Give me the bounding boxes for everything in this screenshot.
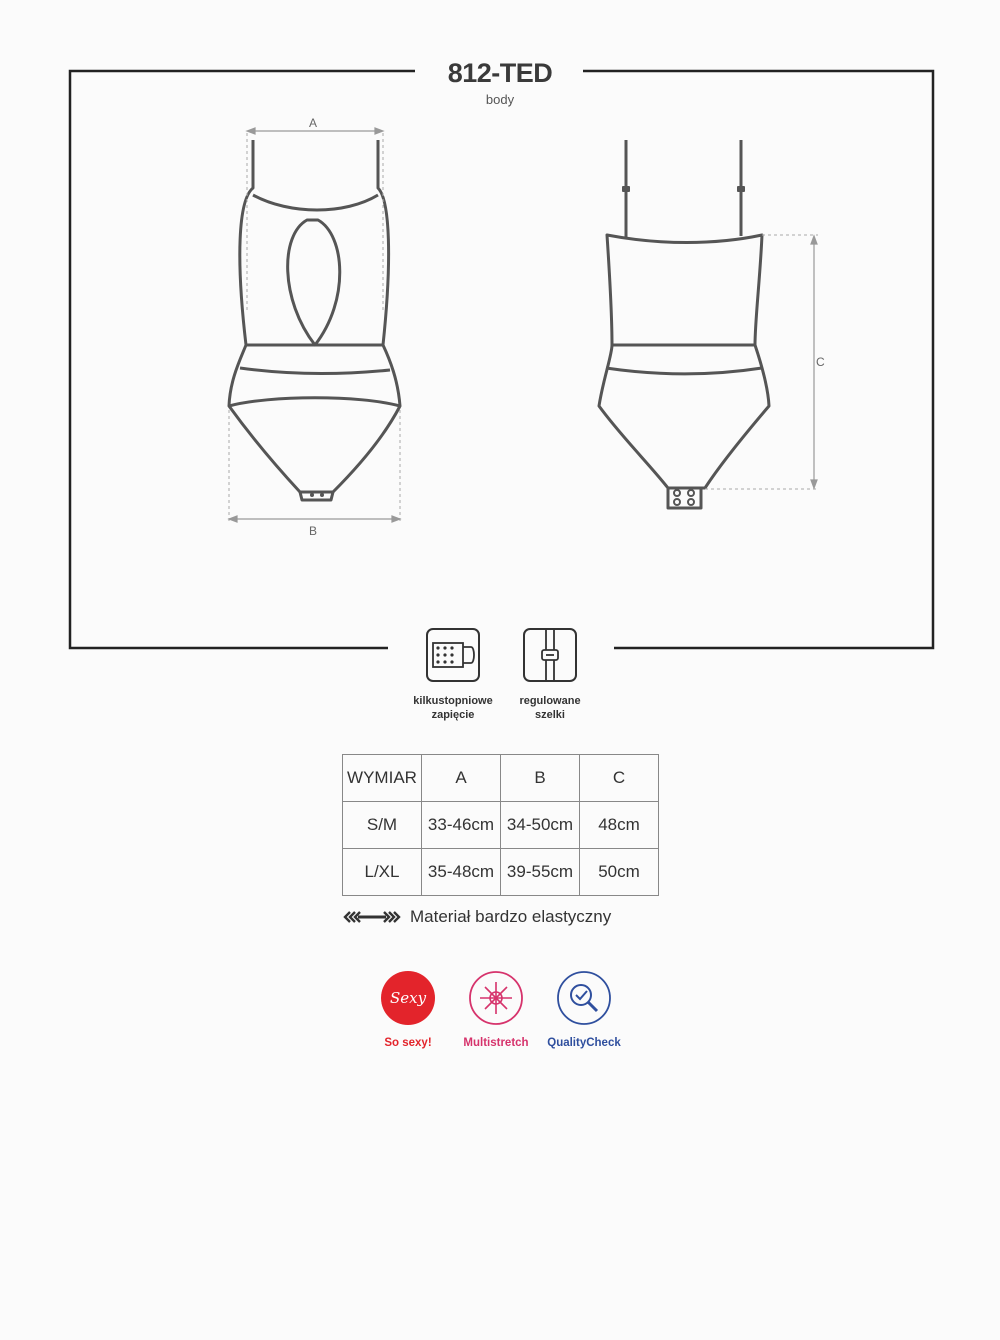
feature-label-line2: zapięcie (431, 709, 475, 721)
dimension-label-b: B (309, 524, 318, 538)
front-dimension-arrows (229, 128, 400, 522)
table-cell: L/XL (343, 849, 422, 896)
drawing-frame (70, 71, 933, 648)
back-strap-sliders (622, 186, 745, 192)
table-cell: 48cm (580, 802, 659, 849)
feature-label-line1: regulowane (519, 695, 581, 707)
table-row (343, 849, 659, 896)
table-cell: 39-55cm (501, 849, 580, 896)
adjustable-strap-icon (522, 627, 578, 683)
table-header-cell: B (501, 755, 580, 802)
dimension-label-c: C (816, 355, 825, 369)
table-cell: 33-46cm (422, 802, 501, 849)
table-cell: 50cm (580, 849, 659, 896)
back-view-drawing (599, 140, 769, 508)
feature-adjustable-straps (490, 627, 610, 722)
badge-label: So sexy! (384, 1037, 432, 1049)
badge-label: QualityCheck (547, 1037, 621, 1049)
hook-clasp-icon (425, 627, 481, 683)
sexy-icon-text: Sexy (389, 989, 427, 1007)
feature-label-line1: kilkustopniowe (413, 695, 493, 707)
product-title: 812-TED (447, 58, 553, 88)
material-text: Materiał bardzo elastyczny (410, 907, 612, 926)
badge-quality-check (534, 970, 634, 1049)
sexy-circle-icon (380, 970, 436, 1026)
back-crotch-hooks (674, 490, 694, 505)
table-cell: 35-48cm (422, 849, 501, 896)
stretch-arrows-icon (342, 910, 402, 924)
front-dimension-guides (229, 133, 400, 522)
table-header-cell: A (422, 755, 501, 802)
multistretch-icon (468, 970, 524, 1026)
badge-multistretch (446, 970, 546, 1049)
table-header-row (343, 755, 659, 802)
front-crotch-hooks (310, 493, 324, 497)
front-view-drawing (229, 140, 400, 500)
table-header-cell: C (580, 755, 659, 802)
table-header-cell: WYMIAR (343, 755, 422, 802)
badge-so-sexy (358, 970, 458, 1049)
size-table (342, 754, 659, 896)
feature-label-line2: szelki (535, 709, 565, 721)
table-cell: 34-50cm (501, 802, 580, 849)
material-note (342, 907, 611, 927)
product-subtitle: body (485, 92, 515, 107)
table-row (343, 802, 659, 849)
quality-check-icon (556, 970, 612, 1026)
dimension-label-a: A (309, 116, 318, 130)
badge-label: Multistretch (463, 1037, 529, 1049)
table-cell: S/M (343, 802, 422, 849)
